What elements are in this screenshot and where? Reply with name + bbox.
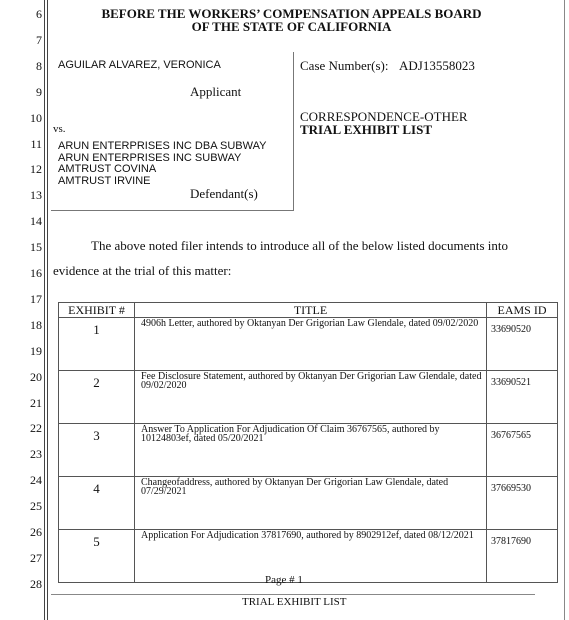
right-margin-rule [564,0,565,620]
exhibit-title-cell [135,530,487,583]
header-exhibit: EXHIBIT # [59,303,135,318]
line-number: 13 [30,188,42,203]
header-title: TITLE [135,303,487,318]
applicant-name: AGUILAR ALVAREZ, VERONICA [58,59,221,71]
exhibit-number-cell [59,318,135,371]
line-number: 27 [30,550,42,565]
court-title-line1: BEFORE THE WORKERS’ COMPENSATION APPEALS BOARD [101,6,482,21]
table-row [59,477,558,530]
case-number-label: Case Number(s): [300,58,389,73]
line-number: 23 [30,447,42,462]
exhibit-number-cell [59,424,135,477]
exhibit-title: Fee Disclosure Statement, authored by Oktanyan Der Grigorian Law Glendale, dated 09/02/2020 [141,371,482,391]
line-number: 21 [30,395,42,410]
defendant-name: ARUN ENTERPRISES INC SUBWAY [58,151,242,164]
footer-title: TRIAL EXHIBIT LIST [242,596,347,608]
exhibit-title: 4906h Letter, authored by Oktanyan Der Grigorian Law Glendale, dated 09/02/2020 [141,318,479,329]
table-header-row [59,303,558,318]
line-number: 12 [30,162,42,177]
footer-rule [51,594,535,595]
defendant-list [58,141,266,187]
line-number: 26 [30,525,42,539]
line-number: 19 [30,343,42,358]
exhibit-title-cell [135,371,487,424]
eams-id: 33690520 [491,324,531,335]
left-margin-rule [44,0,45,620]
intro-text-line1: The above noted filer intends to introduce all of the below listed documents into [91,238,508,253]
exhibit-number-cell [59,530,135,583]
intro-text-line2: evidence at the trial of this matter: [53,263,232,278]
line-number: 11 [30,136,42,151]
line-number: 25 [30,499,42,514]
exhibit-title-cell [135,477,487,530]
line-number: 18 [30,317,42,332]
line-number: 20 [30,369,42,384]
page-number: Page # 1 [265,574,303,586]
exhibit-number: 5 [93,534,100,549]
line-number: 16 [30,266,42,280]
exhibit-title: Answer To Application For Adjudication Of Claim 36767565, authored by 10124803ef, dated 05/20/2021 [141,424,440,444]
table-row [59,318,558,371]
line-number: 15 [30,240,42,255]
eams-id: 37669530 [491,483,531,494]
header-eams-id: EAMS ID [487,303,558,318]
exhibit-title-cell [135,424,487,477]
exhibit-title: Changeofaddress, authored by Oktanyan Der Grigorian Law Glendale, dated 07/29/2021 [141,477,449,497]
line-number: 7 [36,32,42,47]
eams-id: 37817690 [491,536,531,547]
line-number: 22 [30,421,42,436]
line-number: 9 [36,84,42,99]
eams-id-cell [487,530,558,583]
eams-id: 36767565 [491,430,531,441]
defendant-name: AMTRUST IRVINE [58,174,151,187]
defendant-name: AMTRUST COVINA [58,163,157,175]
exhibit-title-cell [135,318,487,371]
eams-id-cell [487,318,558,371]
exhibit-number: 4 [93,481,100,496]
table-row [59,371,558,424]
exhibit-number: 2 [93,375,100,390]
line-number: 6 [36,7,42,21]
line-number: 10 [30,110,42,125]
defendant-label: Defendant(s) [190,186,258,201]
line-number: 24 [30,473,42,488]
line-number: 28 [30,576,42,591]
table-row [59,424,558,477]
document-title: TRIAL EXHIBIT LIST [300,122,432,137]
exhibit-number-cell [59,371,135,424]
left-margin-rule-inner [47,0,48,620]
line-number: 14 [30,214,42,229]
document-type: CORRESPONDENCE-OTHER [300,109,468,124]
line-number: 8 [36,58,42,73]
exhibit-number: 1 [93,322,100,337]
exhibit-title: Application For Adjudication 37817690, authored by 8902912ef, dated 08/12/2021 [141,530,474,541]
table-row [59,530,558,583]
applicant-label: Applicant [190,84,242,99]
exhibit-number: 3 [93,428,100,443]
exhibit-table [58,302,558,583]
vs-label: vs. [53,123,66,135]
eams-id-cell [487,424,558,477]
line-number: 17 [30,291,42,306]
eams-id: 33690521 [491,377,531,388]
eams-id-cell [487,371,558,424]
defendant-name: ARUN ENTERPRISES INC DBA SUBWAY [58,140,267,152]
exhibit-number-cell [59,477,135,530]
court-title-line2: OF THE STATE OF CALIFORNIA [191,19,392,34]
case-number: ADJ13558023 [399,58,475,73]
eams-id-cell [487,477,558,530]
